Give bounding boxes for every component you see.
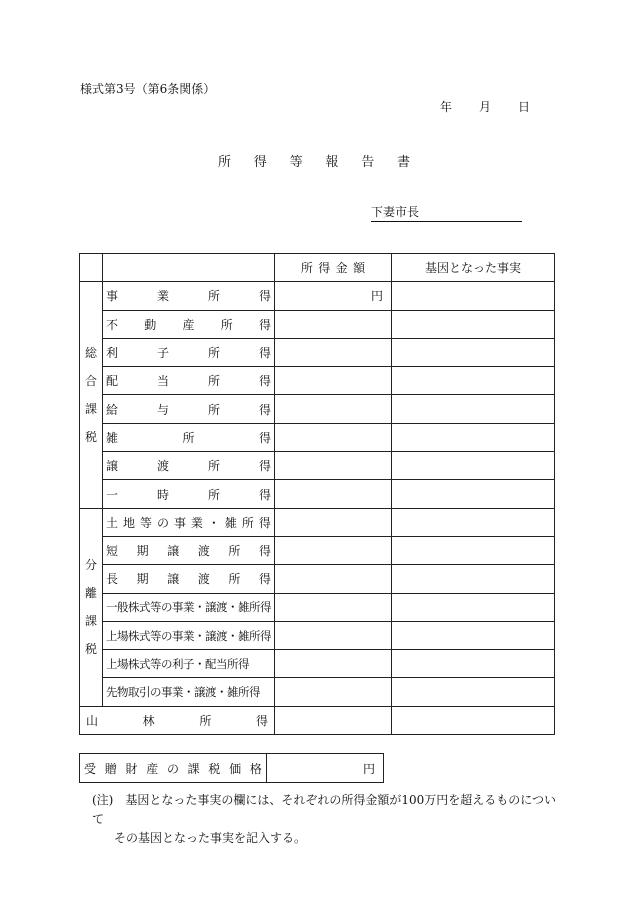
- title-char: 等: [289, 155, 303, 170]
- basis-cell[interactable]: [392, 452, 555, 480]
- income-row: [80, 678, 555, 706]
- title-char: 書: [396, 155, 410, 170]
- basis-cell[interactable]: [392, 678, 555, 706]
- basis-cell[interactable]: [392, 621, 555, 649]
- income-row: [80, 508, 555, 536]
- income-row: [80, 423, 555, 451]
- basis-cell[interactable]: [392, 395, 555, 423]
- title-char: 得: [253, 155, 267, 170]
- note-line: その基因となった事実を記入する。: [114, 831, 307, 845]
- amount-cell[interactable]: [275, 480, 392, 508]
- header-basis: 基因となった事実: [392, 254, 555, 282]
- basis-cell[interactable]: [392, 508, 555, 536]
- category-sogo-kazei: [80, 282, 103, 508]
- income-row: [80, 565, 555, 593]
- category-char: 税: [84, 429, 97, 444]
- income-row: [80, 480, 555, 508]
- header-char: 所: [300, 261, 313, 276]
- title-char: 告: [361, 155, 375, 170]
- header-blank-cell: [80, 254, 103, 282]
- amount-cell[interactable]: 円: [275, 282, 392, 310]
- document-title: [218, 151, 410, 170]
- amount-cell[interactable]: [275, 338, 392, 366]
- item-label: 長 期 譲 渡 所 得: [103, 565, 275, 593]
- income-row: [80, 593, 555, 621]
- basis-cell[interactable]: [392, 367, 555, 395]
- amount-cell[interactable]: [275, 565, 392, 593]
- amount-cell[interactable]: [275, 593, 392, 621]
- header-row: [80, 254, 555, 282]
- income-row: [80, 395, 555, 423]
- item-label: 雑 所 得: [103, 423, 275, 451]
- item-label: 給 与 所 得: [103, 395, 275, 423]
- category-char: 総: [84, 345, 97, 360]
- basis-cell[interactable]: [392, 536, 555, 564]
- title-char: 所: [218, 155, 232, 170]
- note-text: [92, 791, 562, 848]
- item-label-sanrin: 山 林 所 得: [80, 706, 275, 734]
- header-char: 額: [353, 261, 366, 276]
- date-day: 日: [517, 100, 530, 114]
- income-row: [80, 367, 555, 395]
- amount-cell[interactable]: [275, 706, 392, 734]
- income-row: [80, 621, 555, 649]
- basis-cell[interactable]: [392, 423, 555, 451]
- gift-table: [79, 753, 384, 783]
- income-row: [80, 706, 555, 734]
- item-label: 上場株式等の事業・譲渡・雑所得: [103, 621, 275, 649]
- note-line: (注) 基因となった事実の欄には、それぞれの所得金額が100万円を超えるものについて: [92, 793, 557, 826]
- income-row: [80, 452, 555, 480]
- income-row: [80, 282, 555, 310]
- date-line: [440, 98, 530, 115]
- amount-cell[interactable]: [275, 678, 392, 706]
- header-char: 得: [318, 261, 331, 276]
- basis-cell[interactable]: [392, 282, 555, 310]
- amount-cell[interactable]: [275, 423, 392, 451]
- item-label: 利 子 所 得: [103, 338, 275, 366]
- gift-amount-cell[interactable]: 円: [267, 754, 384, 783]
- income-row: [80, 650, 555, 678]
- header-char: 金: [335, 261, 348, 276]
- item-label: 不 動 産 所 得: [103, 310, 275, 338]
- item-label: 事 業 所 得: [103, 282, 275, 310]
- basis-cell[interactable]: [392, 565, 555, 593]
- date-year: 年: [440, 100, 453, 114]
- item-label: 上場株式等の利子・配当所得: [103, 650, 275, 678]
- item-label: 一 時 所 得: [103, 480, 275, 508]
- recipient-line: 下妻市長: [371, 203, 522, 222]
- form-number-label: 様式第3号（第6条関係）: [80, 82, 216, 96]
- basis-cell[interactable]: [392, 310, 555, 338]
- item-label: 譲 渡 所 得: [103, 452, 275, 480]
- item-label: 土 地 等 の 事 業 ・ 雑 所 得: [103, 508, 275, 536]
- item-label: 配 当 所 得: [103, 367, 275, 395]
- date-month: 月: [478, 100, 491, 114]
- amount-cell[interactable]: [275, 310, 392, 338]
- basis-cell[interactable]: [392, 650, 555, 678]
- category-char: 税: [84, 642, 97, 657]
- item-label: 一般株式等の事業・譲渡・雑所得: [103, 593, 275, 621]
- category-char: 課: [84, 614, 97, 629]
- header-amount: [275, 254, 392, 282]
- amount-cell[interactable]: [275, 650, 392, 678]
- gift-label: 受 贈 財 産 の 課 税 価 格: [80, 754, 267, 783]
- title-char: 報: [325, 155, 339, 170]
- category-bunri-kazei: [80, 508, 103, 706]
- income-row: [80, 338, 555, 366]
- amount-cell[interactable]: [275, 367, 392, 395]
- category-char: 離: [84, 586, 97, 601]
- item-label: 短 期 譲 渡 所 得: [103, 536, 275, 564]
- gift-row: [80, 754, 384, 783]
- amount-cell[interactable]: [275, 508, 392, 536]
- amount-cell[interactable]: [275, 536, 392, 564]
- income-row: [80, 310, 555, 338]
- income-table: [79, 253, 555, 735]
- category-char: 合: [84, 373, 97, 388]
- basis-cell[interactable]: [392, 480, 555, 508]
- amount-cell[interactable]: [275, 621, 392, 649]
- amount-cell[interactable]: [275, 452, 392, 480]
- item-label: 先物取引の事業・譲渡・雑所得: [103, 678, 275, 706]
- income-row: [80, 536, 555, 564]
- basis-cell[interactable]: [392, 338, 555, 366]
- amount-cell[interactable]: [275, 395, 392, 423]
- category-char: 課: [84, 401, 97, 416]
- category-char: 分: [84, 558, 97, 573]
- header-blank-cell: [103, 254, 275, 282]
- basis-cell[interactable]: [392, 593, 555, 621]
- basis-cell[interactable]: [392, 706, 555, 734]
